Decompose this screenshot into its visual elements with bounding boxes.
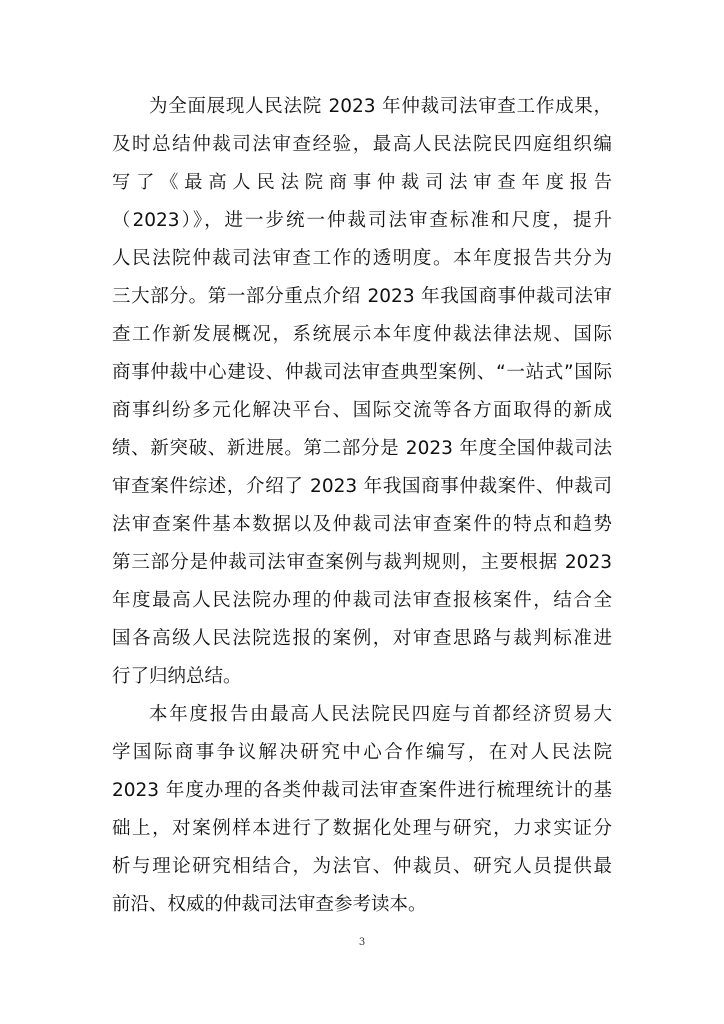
paragraph-line: 本年度报告由最高人民法院民四庭与首都经济贸易大 [149, 704, 612, 725]
paragraph-line: 2023 年度办理的各类仲裁司法审查案件进行梳理统计的基 [112, 780, 612, 801]
paragraph-line: （2023）》，进一步统一仲裁司法审查标准和尺度，提升 [112, 210, 612, 231]
paragraph-line: 人民法院仲裁司法审查工作的透明度。本年度报告共分为 [112, 248, 612, 269]
paragraph-line: 审查案件综述，介绍了 2023 年我国商事仲裁案件、仲裁司 [112, 476, 612, 497]
paragraph-line: 查工作新发展概况，系统展示本年度仲裁法律法规、国际 [112, 324, 612, 345]
paragraph-line: 第三部分是仲裁司法审查案例与裁判规则，主要根据 2023 [112, 552, 612, 573]
paragraph-line: 为全面展现人民法院 2023 年仲裁司法审查工作成果， [149, 96, 612, 117]
paragraph-line: 写 了 《 最 高 人 民 法 院 商 事 仲 裁 司 法 审 查 年 度 报 告 [112, 172, 612, 193]
paragraph-line: 础上，对案例样本进行了数据化处理与研究，力求实证分 [112, 818, 612, 839]
paragraph-line: 析与理论研究相结合，为法官、仲裁员、研究人员提供最 [112, 856, 612, 877]
paragraph-line: 年度最高人民法院办理的仲裁司法审查报核案件，结合全 [112, 590, 612, 611]
paragraph-line: 及时总结仲裁司法审查经验，最高人民法院民四庭组织编 [112, 134, 612, 155]
paragraph-line: 商事仲裁中心建设、仲裁司法审查典型案例、“一站式”国际 [112, 362, 612, 383]
paragraph-line: 行了归纳总结。 [112, 666, 242, 687]
paragraph-line: 三大部分。第一部分重点介绍 2023 年我国商事仲裁司法审 [112, 286, 612, 307]
paragraph-line: 绩、新突破、新进展。第二部分是 2023 年度全国仲裁司法 [112, 438, 612, 459]
page-number: 3 [358, 937, 366, 948]
paragraph-line: 前沿、权威的仲裁司法审查参考读本。 [112, 894, 427, 915]
paragraph-line: 学国际商事争议解决研究中心合作编写，在对人民法院 [112, 742, 612, 763]
paragraph-line: 商事纠纷多元化解决平台、国际交流等各方面取得的新成 [112, 400, 612, 421]
paragraph-line: 国各高级人民法院选报的案例，对审查思路与裁判标准进 [112, 628, 612, 649]
paragraph-line: 法审查案件基本数据以及仲裁司法审查案件的特点和趋势 [112, 514, 612, 535]
